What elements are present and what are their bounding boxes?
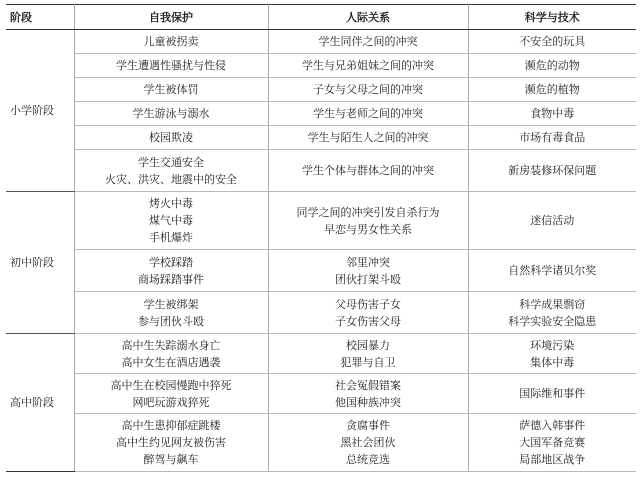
interpersonal-cell <box>268 54 468 78</box>
interpersonal-item: 子女伤害父母 <box>335 314 401 328</box>
self-protection-item: 烤火中毒 <box>149 197 193 210</box>
self-protection-item: 参与团伙斗殴 <box>138 314 204 328</box>
science-tech-cell <box>468 292 636 334</box>
self-protection-item: 学生被体罚 <box>143 83 199 96</box>
science-tech-item: 自然科学诸贝尔奖 <box>508 264 597 277</box>
science-tech-cell <box>468 30 636 54</box>
interpersonal-cell <box>268 30 468 54</box>
self-protection-item: 儿童被拐卖 <box>143 35 199 48</box>
interpersonal-item: 黑社会团伙 <box>340 436 396 449</box>
header-stage: 阶段 <box>6 5 74 30</box>
self-protection-cell <box>74 414 268 472</box>
science-tech-item: 新房装修环保问题 <box>508 164 597 177</box>
self-protection-cell <box>74 374 268 414</box>
self-protection-item: 校园欺凌 <box>149 131 193 144</box>
interpersonal-item: 学生同伴之间的冲突 <box>318 35 418 48</box>
interpersonal-cell <box>268 334 468 374</box>
self-protection-cell <box>74 334 268 374</box>
interpersonal-item: 团伙打架斗殴 <box>335 272 401 286</box>
stage-cell: 初中阶段 <box>6 192 74 334</box>
science-tech-item: 濒危的动物 <box>524 59 580 72</box>
header-science-tech: 科学与技术 <box>468 5 636 30</box>
self-protection-cell <box>74 192 268 250</box>
interpersonal-item: 社会冤假错案 <box>335 378 401 392</box>
science-tech-item: 集体中毒 <box>530 355 575 369</box>
header-interpersonal: 人际关系 <box>268 5 468 30</box>
self-protection-cell <box>74 150 268 192</box>
self-protection-item: 高中生患抑郁症跳楼 <box>121 419 221 432</box>
self-protection-item: 煤气中毒 <box>149 214 193 227</box>
table-row <box>6 126 636 150</box>
science-tech-item: 科学成果剽窃 <box>519 297 586 311</box>
interpersonal-cell <box>268 292 468 334</box>
interpersonal-item: 贪腐事件 <box>346 419 390 432</box>
interpersonal-cell <box>268 126 468 150</box>
interpersonal-cell <box>268 150 468 192</box>
self-protection-item: 学生游泳与溺水 <box>132 107 210 120</box>
interpersonal-item: 校园暴力 <box>346 338 390 352</box>
table-row <box>6 30 636 54</box>
interpersonal-item: 总统竞选 <box>346 453 390 466</box>
table-row <box>6 78 636 102</box>
self-protection-cell <box>74 78 268 102</box>
interpersonal-item: 犯罪与自卫 <box>340 355 396 369</box>
interpersonal-item: 学生与陌生人之间的冲突 <box>307 131 429 144</box>
self-protection-cell <box>74 292 268 334</box>
table-row <box>6 414 636 472</box>
science-tech-cell <box>468 150 636 192</box>
science-tech-item: 局部地区战争 <box>519 453 586 466</box>
science-tech-item: 濒危的植物 <box>524 83 580 96</box>
self-protection-item: 手机爆炸 <box>149 231 193 244</box>
table-row <box>6 102 636 126</box>
science-tech-cell <box>468 78 636 102</box>
interpersonal-item: 早恋与男女性关系 <box>324 222 412 236</box>
self-protection-item: 高中生约见网友被伤害 <box>116 436 226 449</box>
stage-cell: 高中阶段 <box>6 334 74 472</box>
science-tech-cell <box>468 374 636 414</box>
science-tech-item: 食物中毒 <box>530 107 575 120</box>
science-tech-item: 萨德入韩事件 <box>519 419 586 432</box>
table-row <box>6 192 636 250</box>
self-protection-item: 学生交通安全 <box>138 155 204 169</box>
self-protection-item: 火灾、洪灾、地震中的安全 <box>105 172 237 186</box>
table-row <box>6 374 636 414</box>
science-tech-cell <box>468 126 636 150</box>
interpersonal-cell <box>268 250 468 292</box>
science-tech-cell <box>468 102 636 126</box>
interpersonal-item: 邻里冲突 <box>346 255 390 269</box>
self-protection-cell <box>74 102 268 126</box>
self-protection-item: 学生被绑架 <box>143 297 199 311</box>
education-content-table <box>6 4 636 472</box>
science-tech-cell <box>468 54 636 78</box>
science-tech-item: 环境污染 <box>530 338 575 352</box>
interpersonal-item: 父母伤害子女 <box>335 297 401 311</box>
science-tech-item: 大国军备竞赛 <box>519 436 586 449</box>
science-tech-cell <box>468 334 636 374</box>
self-protection-item: 商场踩踏事件 <box>138 272 204 286</box>
self-protection-cell <box>74 54 268 78</box>
science-tech-cell <box>468 250 636 292</box>
header-row <box>6 5 636 30</box>
science-tech-item: 科学实验安全隐患 <box>508 314 597 328</box>
self-protection-item: 学校踩踏 <box>149 255 193 269</box>
interpersonal-item: 子女与父母之间的冲突 <box>313 83 423 96</box>
self-protection-cell <box>74 250 268 292</box>
interpersonal-cell <box>268 102 468 126</box>
self-protection-cell <box>74 126 268 150</box>
table-body <box>6 30 636 472</box>
table-row <box>6 54 636 78</box>
self-protection-item: 网吧玩游戏猝死 <box>132 395 210 409</box>
science-tech-cell <box>468 192 636 250</box>
interpersonal-cell <box>268 192 468 250</box>
self-protection-item: 高中女生在酒店遇袭 <box>121 355 221 369</box>
self-protection-cell <box>74 30 268 54</box>
interpersonal-cell <box>268 374 468 414</box>
self-protection-item: 高中生在校园慢跑中猝死 <box>110 378 232 392</box>
science-tech-item: 市场有毒食品 <box>519 131 586 144</box>
science-tech-item: 不安全的玩具 <box>519 35 586 48</box>
science-tech-cell <box>468 414 636 472</box>
interpersonal-item: 同学之间的冲突引发自杀行为 <box>296 205 440 219</box>
table-row <box>6 334 636 374</box>
science-tech-item: 迷信活动 <box>530 214 575 227</box>
interpersonal-cell <box>268 414 468 472</box>
header-self-protection: 自我保护 <box>74 5 268 30</box>
interpersonal-item: 学生与兄弟姐妹之间的冲突 <box>302 59 434 72</box>
stage-cell: 小学阶段 <box>6 30 74 192</box>
interpersonal-item: 学生个体与群体之间的冲突 <box>302 164 434 177</box>
science-tech-item: 国际维和事件 <box>519 387 586 400</box>
interpersonal-cell <box>268 78 468 102</box>
table-row <box>6 250 636 292</box>
interpersonal-item: 他国种族冲突 <box>335 395 401 409</box>
table-row <box>6 150 636 192</box>
self-protection-item: 醉驾与飙车 <box>143 453 199 466</box>
table-row <box>6 292 636 334</box>
interpersonal-item: 学生与老师之间的冲突 <box>313 107 423 120</box>
self-protection-item: 学生遭遇性骚扰与性侵 <box>116 59 226 72</box>
self-protection-item: 高中生失踪溺水身亡 <box>121 338 221 352</box>
